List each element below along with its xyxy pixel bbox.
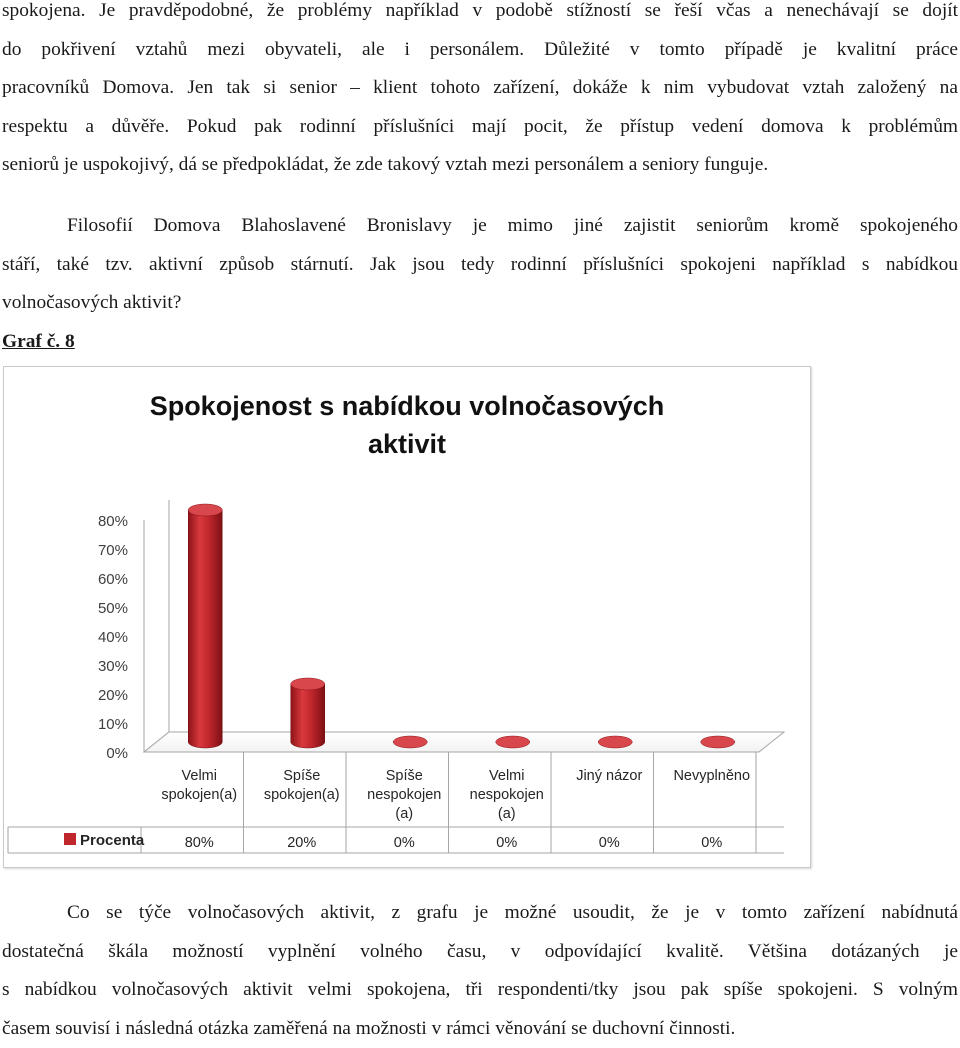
paragraph-line: Co se týče volnočasových aktivit, z grafu je možné usoudit, že je v tomto zařízení nabídnutá	[2, 894, 958, 933]
paragraph-line: stáří, také tzv. aktivní způsob stárnutí. Jak jsou tedy rodinní příslušníci spokojeni například s nabídkou	[2, 246, 958, 285]
bar-top	[701, 736, 735, 748]
category-label: Spíše	[283, 768, 320, 784]
bar-top	[393, 736, 427, 748]
back-wall-edge	[144, 500, 169, 752]
paragraph-line: spokojena. Je pravděpodobné, že problémy například v podobě stížností se řeší včas a nenechávají se dojít	[2, 0, 958, 31]
paragraph-line: časem souvisí i následná otázka zaměřená na možnosti v rámci věnování se duchovní činnosti.	[2, 1010, 958, 1048]
category-label: Velmi	[489, 768, 524, 784]
chart-floor	[144, 732, 784, 752]
paragraph-line: s nabídkou volnočasových aktivit velmi spokojena, tři respondenti/tky jsou pak spíše spokojeni. S volným	[2, 971, 958, 1010]
y-tick-label: 30%	[98, 658, 128, 675]
paragraph-line: pracovníků Domova. Jen tak si senior – klient tohoto zařízení, dokáže k nim vybudovat vztah založený na	[2, 69, 958, 108]
bar-top	[496, 736, 530, 748]
paragraph-1	[2, 0, 958, 185]
data-label: 0%	[496, 835, 517, 851]
category-label: nespokojen	[367, 787, 441, 803]
chart-title: Spokojenost s nabídkou volnočasových	[150, 391, 665, 421]
paragraph-line: volnočasových aktivit?	[2, 284, 958, 323]
category-label: (a)	[395, 806, 413, 822]
paragraph-line: respektu a důvěře. Pokud pak rodinní příslušníci mají pocit, že přístup vedení domova k problémům	[2, 108, 958, 147]
category-label: nespokojen	[470, 787, 544, 803]
bar-top	[188, 504, 222, 516]
paragraph-line: dostatečná škála možností vyplnění volného času, v odpovídající kvalitě. Většina dotázaných je	[2, 933, 958, 972]
paragraph-3	[2, 894, 958, 1048]
legend-swatch	[64, 833, 76, 845]
category-label: spokojen(a)	[264, 787, 340, 803]
paragraph-line: seniorů je uspokojivý, dá se předpokládat, že zde takový vztah mezi personálem a seniory funguje.	[2, 146, 958, 185]
bar	[188, 510, 222, 748]
figure-heading: Graf č. 8	[2, 327, 75, 357]
y-tick-label: 10%	[98, 716, 128, 733]
y-tick-label: 50%	[98, 600, 128, 617]
paragraph-2	[2, 207, 958, 323]
data-label: 20%	[287, 835, 316, 851]
category-label: spokojen(a)	[161, 787, 237, 803]
y-tick-label: 70%	[98, 542, 128, 559]
data-label: 0%	[701, 835, 722, 851]
category-label: Velmi	[182, 768, 217, 784]
bar	[291, 684, 325, 748]
data-label: 0%	[599, 835, 620, 851]
y-tick-label: 0%	[106, 745, 128, 762]
paragraph-line: do pokřivení vztahů mezi obyvateli, ale i personálem. Důležité v tomto případě je kvalitní práce	[2, 31, 958, 70]
bar-top	[598, 736, 632, 748]
paragraph-line: Filosofií Domova Blahoslavené Bronislavy je mimo jiné zajistit seniorům kromě spokojeného	[2, 207, 958, 246]
data-label: 0%	[394, 835, 415, 851]
bar-chart	[4, 367, 810, 867]
chart-container	[3, 366, 811, 868]
y-tick-label: 20%	[98, 687, 128, 704]
data-label: 80%	[185, 835, 214, 851]
y-tick-label: 40%	[98, 629, 128, 646]
legend-label: Procenta	[80, 832, 145, 849]
y-tick-label: 80%	[98, 513, 128, 530]
bar-top	[291, 678, 325, 690]
category-label: (a)	[498, 806, 516, 822]
category-label: Nevyplněno	[673, 768, 750, 784]
category-label: Jiný názor	[576, 768, 642, 784]
category-label: Spíše	[386, 768, 423, 784]
y-tick-label: 60%	[98, 571, 128, 588]
chart-title: aktivit	[368, 429, 446, 459]
